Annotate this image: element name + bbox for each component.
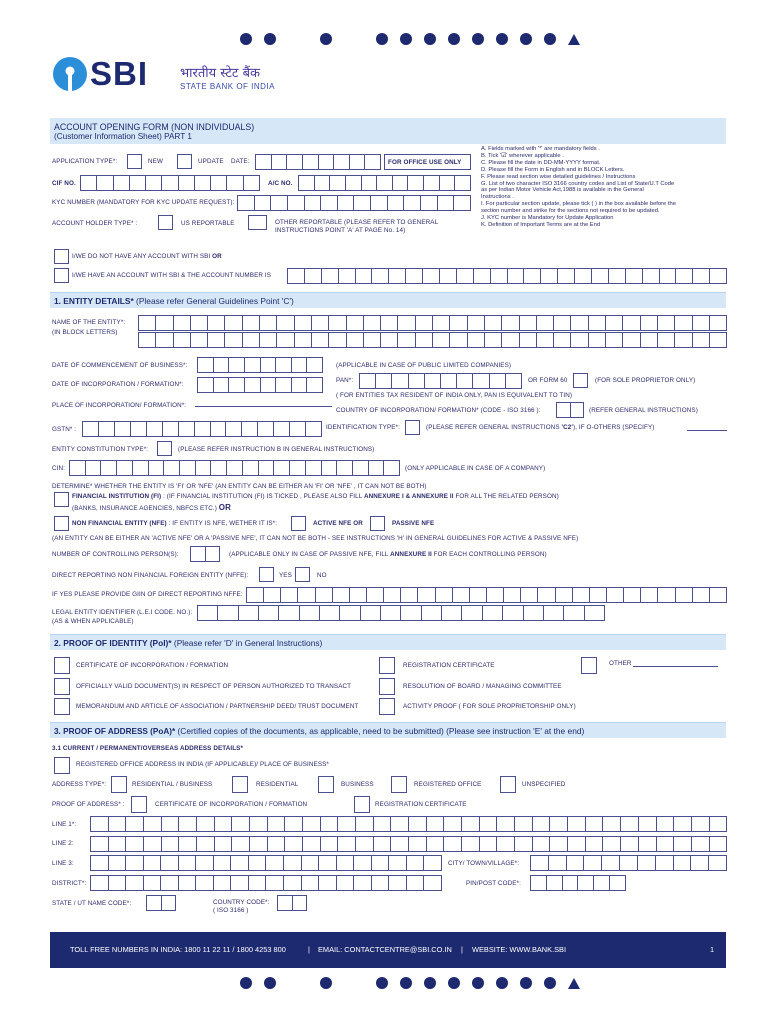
section-2-header (50, 634, 726, 650)
sbi-keyhole-icon (52, 56, 88, 92)
marker-dot (320, 977, 332, 989)
entity-constitution-input[interactable] (157, 441, 172, 456)
marker-dot (496, 33, 508, 45)
bottom-page-markers (240, 977, 580, 989)
marker-dot (240, 977, 252, 989)
marker-triangle-icon (568, 34, 580, 45)
instruction-line: A. Fields marked with '*' are mandatory fields . (481, 146, 600, 152)
footer-separator-2: | (461, 945, 463, 954)
poa-cert-incorp-checkbox[interactable] (131, 796, 147, 813)
no-account-checkbox[interactable] (54, 249, 69, 264)
addr-unspecified-checkbox[interactable] (500, 776, 516, 793)
lei-input[interactable] (197, 605, 605, 621)
poi-activity-label: ACTIVITY PROOF ( FOR SOLE PROPRIETORSHIP ONLY) (403, 703, 576, 710)
addr-reg-office-checkbox[interactable] (391, 776, 407, 793)
bank-hindi-name: भारतीय स्टेट बैंक (180, 66, 260, 81)
sole-proprietor-note: (FOR SOLE PROPRIETOR ONLY) (595, 377, 696, 384)
update-checkbox[interactable] (177, 154, 192, 169)
us-reportable-checkbox[interactable] (158, 215, 173, 230)
lei-label-2: (AS & WHEN APPLICABLE) (52, 618, 134, 625)
instruction-line: section number and strike for the sections not required to be updated. (481, 208, 660, 215)
ac-no-input[interactable] (298, 175, 471, 191)
other-reportable-label-2: INSTRUCTIONS POINT 'A' AT PAGE No. 14) (275, 227, 406, 234)
poi-memorandum-checkbox[interactable] (54, 698, 70, 715)
or-text: OR (212, 253, 222, 260)
active-nfe-label (313, 520, 363, 527)
poi-resolution-checkbox[interactable] (379, 678, 395, 695)
or-text-2: OR (218, 503, 231, 512)
addr-business-label: BUSINESS (341, 781, 374, 788)
country-code-label-1: COUNTRY CODE*: (213, 899, 270, 906)
section-1-title (54, 296, 294, 306)
poi-cert-incorp-checkbox[interactable] (54, 657, 70, 674)
poi-cert-incorp-label: CERTIFICATE OF INCORPORATION / FORMATION (76, 662, 229, 669)
entity-constitution-label: ENTITY CONSTITUTION TYPE*: (52, 446, 149, 453)
kyc-number-label: KYC NUMBER (MANDATORY FOR KYC UPDATE REQUEST): (52, 199, 235, 206)
poi-ovd-label: OFFICIALLY VALID DOCUMENT(S) IN RESPECT OF PERSON AUTHORIZED TO TRANSACT (76, 683, 352, 690)
banks-text: (BANKS, INSURANCE AGENCIES, NBFCS ETC.) (72, 505, 217, 512)
marker-dot (448, 33, 460, 45)
city-label: CITY/ TOWN/VILLAGE*: (448, 860, 520, 867)
entity-constitution-note: (PLEASE REFER INSTRUCTION B IN GENERAL INSTRUCTIONS) (178, 446, 375, 453)
marker-dot (496, 977, 508, 989)
addr-reg-office-label: REGISTERED OFFICE (414, 781, 482, 788)
section-3-title-bold: 3. PROOF OF ADDRESS (PoA)* (54, 727, 176, 736)
marker-dot (400, 33, 412, 45)
controlling-note-2: FOR EACH CONTROLLING PERSON) (431, 551, 547, 558)
addr-residential-checkbox[interactable] (232, 776, 248, 793)
or-text-3: OR (353, 520, 363, 527)
line3-input[interactable] (90, 855, 442, 871)
footer-toll-free: TOLL FREE NUMBERS IN INDIA: 1800 11 22 11 / 1800 4253 800 (70, 945, 286, 954)
identification-type-label: IDENTIFICATION TYPE*: (326, 424, 400, 431)
section-1-title-rest: (Please refer General Guidelines Point 'C') (133, 296, 294, 306)
entity-name-label-2: (IN BLOCK LETTERS) (52, 329, 118, 336)
new-checkbox[interactable] (127, 154, 142, 169)
gstn-input[interactable] (82, 421, 322, 437)
marker-dot (320, 33, 332, 45)
marker-dot (424, 33, 436, 45)
section-3-title-rest: (Certified copies of the documents, as applicable, need to be submitted) (Please see instruction 'E' at the end) (175, 726, 585, 736)
district-input[interactable] (90, 875, 442, 891)
poi-reg-cert-label: REGISTRATION CERTIFICATE (403, 662, 495, 669)
marker-dot (424, 977, 436, 989)
identification-other-input[interactable] (687, 430, 727, 431)
identification-type-note: (PLEASE REFER GENERAL INSTRUCTIONS 'C2'), IF O-OTHERS (SPECIFY) (426, 424, 655, 431)
registered-office-label: REGISTERED OFFICE ADDRESS IN INDIA (IF APPLICABLE)/ PLACE OF BUSINESS* (76, 761, 329, 768)
marker-dot (520, 977, 532, 989)
date-input[interactable] (255, 154, 381, 170)
addr-unspecified-label: UNSPECIFIED (522, 781, 566, 788)
cin-label: CIN: (52, 465, 65, 472)
line1-input[interactable] (90, 816, 727, 832)
line2-label: LINE 2: (52, 840, 74, 847)
line2-input[interactable] (90, 836, 727, 852)
cif-input[interactable] (80, 175, 260, 191)
fi-end-text: FOR ALL THE RELATED PERSON) (453, 493, 559, 500)
poi-other-checkbox[interactable] (581, 657, 597, 674)
section-3-header (50, 722, 726, 738)
no-account-text: I/WE DO NOT HAVE ANY ACCOUNT WITH SBI (72, 253, 211, 260)
application-type-label: APPLICATION TYPE*: (52, 158, 118, 165)
have-account-checkbox[interactable] (54, 268, 69, 283)
giin-input[interactable] (246, 587, 727, 603)
other-reportable-checkbox[interactable] (248, 215, 267, 230)
marker-triangle-icon (568, 978, 580, 989)
active-nfe-checkbox[interactable] (291, 516, 306, 531)
nfe-bold-text: NON FINANCIAL ENTITY (NFE) (72, 520, 167, 527)
entity-name-label-1: NAME OF THE ENTITY*: (52, 319, 126, 326)
fi-label (72, 493, 559, 500)
form-subtitle: (Customer Information Sheet) PART 1 (54, 132, 192, 141)
date-commencement-input[interactable] (197, 357, 323, 373)
address-type-label: ADDRESS TYPE*: (52, 781, 107, 788)
cif-label: CIF NO. (52, 180, 76, 187)
line1-label: LINE 1*: (52, 821, 77, 828)
marker-dot (240, 33, 252, 45)
addr-res-business-label: RESIDENTIAL / BUSINESS (132, 781, 213, 788)
poi-memorandum-label: MEMORANDUM AND ARTICLE OF ASSOCIATION / PARTNERSHIP DEED/ TRUST DOCUMENT (76, 703, 359, 710)
poi-activity-checkbox[interactable] (379, 698, 395, 715)
section-2-title (54, 638, 322, 648)
controlling-persons-note (229, 551, 547, 558)
sbi-logo-text: SBI (90, 55, 149, 92)
kyc-number-input[interactable] (237, 195, 471, 211)
section-1-header (50, 292, 726, 308)
pan-input[interactable] (359, 373, 522, 389)
gstn-label: GSTN* : (52, 426, 77, 433)
either-nfe-note: (AN ENTITY CAN BE EITHER AN 'ACTIVE NFE' OR A 'PASSIVE NFE', IT CAN NOT BE BOTH - SEE INSTRUCTIONS 'H' IN GENERAL GUIDELINES FOR ACTIVE & PASSIVE NFE) (52, 535, 579, 542)
office-use-label: FOR OFFICE USE ONLY (388, 159, 462, 166)
date-incorporation-label: DATE OF INCORPORATION / FORMATION*: (52, 381, 184, 388)
controlling-persons-label: NUMBER OF CONTROLLING PERSON(S): (52, 551, 179, 558)
marker-dot (400, 977, 412, 989)
nfe-label (72, 520, 277, 527)
country-incorporation-label: COUNTRY OF INCORPORATION/ FORMATION* (CODE - ISO 3166 ): (336, 407, 541, 414)
form-title: ACCOUNT OPENING FORM (NON INDIVIDUALS) (54, 122, 255, 132)
proof-of-address-label: PROOF OF ADDRESS* : (52, 801, 125, 808)
poa-cert-incorp-label: CERTIFICATE OF INCORPORATION / FORMATION (155, 801, 308, 808)
refer-general-instructions-note: (REFER GENERAL INSTRUCTIONS) (589, 407, 698, 414)
form-60-checkbox[interactable] (573, 373, 588, 388)
city-input[interactable] (530, 855, 727, 871)
marker-dot (376, 977, 388, 989)
instruction-line: B. Tick '☑' wherever applicable . (481, 152, 564, 159)
line3-label: LINE 3: (52, 860, 74, 867)
nfe-rest-text: : IF ENTITY IS NFE, WETHER IT IS*: (166, 520, 278, 527)
ac-no-label: A/C NO. (268, 180, 293, 187)
marker-dot (264, 33, 276, 45)
country-code-input[interactable] (277, 895, 307, 911)
direct-reporting-no-checkbox[interactable] (295, 567, 310, 582)
marker-dot (520, 33, 532, 45)
passive-nfe-checkbox[interactable] (370, 516, 385, 531)
country-incorporation-input[interactable] (556, 402, 584, 418)
form-header-band (50, 118, 726, 144)
bank-english-name: STATE BANK OF INDIA (180, 82, 275, 91)
entity-name-input-row-2[interactable] (138, 332, 727, 348)
date-commencement-label: DATE OF COMMENCEMENT OF BUSINESS*: (52, 362, 188, 369)
new-label: NEW (148, 158, 163, 165)
no-account-label (72, 253, 222, 260)
fi-rest-text: : (IF FINANCIAL INSTITUTION (FI) IS TICKED , PLEASE ALSO FILL (161, 493, 364, 500)
footer-website[interactable]: WEBSITE: WWW.BANK.SBI (472, 945, 567, 954)
pin-label: PIN/POST CODE*: (466, 880, 521, 887)
section-3-title (54, 726, 584, 736)
poa-reg-cert-label: REGISTRATION CERTIFICATE (375, 801, 467, 808)
passive-nfe-label: PASSIVE NFE (392, 520, 435, 527)
us-reportable-label: US REPORTABLE (181, 220, 235, 227)
instruction-line: I. For particular section update, please tick ( ) in the box available before the (481, 201, 676, 208)
section-2-title-rest: (Please refer 'D' in General Instructions) (171, 638, 323, 648)
date-label: DATE: (231, 158, 250, 165)
poi-other-input[interactable] (633, 666, 718, 667)
banks-note (72, 503, 231, 512)
place-incorporation-input[interactable] (195, 406, 332, 407)
marker-dot (472, 33, 484, 45)
registered-office-checkbox[interactable] (54, 757, 70, 774)
controlling-persons-input[interactable] (190, 546, 220, 562)
entity-name-input-row-1[interactable] (138, 315, 727, 331)
instruction-line: C. Please fill the date in DD-MM-YYYY format. (481, 159, 601, 166)
sbi-logo (52, 56, 168, 94)
date-incorporation-input[interactable] (197, 377, 323, 393)
poa-reg-cert-checkbox[interactable] (354, 796, 370, 813)
instruction-line: Instructions . (481, 194, 514, 201)
lei-label-1: LEGAL ENTITY IDENTIFIER (L.E.I CODE. NO.): (52, 609, 193, 616)
poi-resolution-label: RESOLUTION OF BOARD / MANAGING COMMITTEE (403, 683, 562, 690)
addr-res-business-checkbox[interactable] (111, 776, 127, 793)
applicable-ltd-note: (APPLICABLE IN CASE OF PUBLIC LIMITED COMPANIES) (336, 362, 512, 369)
annexure-text: ANNEXURE I & ANNEXURE II (363, 493, 454, 500)
cin-note: (ONLY APPLICABLE IN CASE OF A COMPANY) (405, 465, 546, 472)
country-code-label-2: ( ISO 3166 ) (213, 907, 249, 914)
footer-band (50, 932, 726, 968)
identification-type-input[interactable] (405, 420, 420, 435)
footer-email[interactable]: EMAIL: CONTACTCENTRE@SBI.CO.IN (318, 945, 452, 954)
instruction-line: D. Please fill the Form in English and in BLOCK Letters. (481, 166, 625, 173)
determine-fi-nfe-text: DETERMINE* WHETHER THE ENTITY IS 'FI' OR 'NFE' (AN ENTITY CAN BE EITHER AN 'FI' OR 'NFE' , IT CAN NOT BE BOTH) (52, 483, 427, 490)
active-nfe-text: ACTIVE NFE (313, 520, 352, 527)
direct-reporting-label: DIRECT REPORTING NON FINANCIAL FOREIGN ENTITY (NFFE): (52, 572, 249, 579)
pin-input[interactable] (530, 875, 626, 891)
marker-dot (264, 977, 276, 989)
nfe-checkbox[interactable] (54, 516, 69, 531)
addr-residential-label: RESIDENTIAL (256, 781, 299, 788)
marker-dot (472, 977, 484, 989)
instruction-line: K. Definition of Important Terms are at the End (481, 221, 601, 228)
instruction-line: G. List of two character ISO 3166 country codes and List of State/U.T Code (481, 180, 675, 187)
direct-reporting-yes-label: YES (279, 572, 292, 579)
place-incorporation-label: PLACE OF INCORPORATION/ FORMATION*: (52, 402, 187, 409)
district-label: DISTRICT*: (52, 880, 87, 887)
controlling-note-1: (APPLICABLE ONLY IN CASE OF PASSIVE NFE, FILL (229, 551, 391, 558)
fi-checkbox[interactable] (54, 492, 69, 507)
marker-dot (544, 33, 556, 45)
tax-resident-note: ( FOR ENTITIES TAX RESIDENT OF INDIA ONLY, PAN IS EQUIVALENT TO TIN) (336, 392, 573, 399)
poi-reg-cert-checkbox[interactable] (379, 657, 395, 674)
existing-account-input[interactable] (287, 268, 727, 284)
address-subsection-title: 3.1 CURRENT / PERMANENT/OVERSEAS ADDRESS DETAILS* (52, 745, 244, 752)
pan-label: PAN*: (336, 377, 354, 384)
update-label: UPDATE (198, 158, 224, 165)
direct-reporting-yes-checkbox[interactable] (259, 567, 274, 582)
poi-ovd-checkbox[interactable] (54, 678, 70, 695)
addr-business-checkbox[interactable] (318, 776, 334, 793)
top-page-markers (240, 33, 580, 45)
instruction-line: F. Please read section wise detailed guidelines / Instructions (481, 173, 636, 180)
office-use-box (384, 154, 471, 170)
marker-dot (448, 977, 460, 989)
have-account-label: I/WE HAVE AN ACCOUNT WITH SBI & THE ACCOUNT NUMBER IS (72, 272, 272, 279)
footer-separator-1: | (308, 945, 310, 954)
giin-label: IF YES PLEASE PROVIDE GIIN OF DIRECT REPORTING NFFE: (52, 591, 243, 598)
instruction-line: J. KYC number is Mandatory for Update Application (481, 215, 614, 222)
cin-input[interactable] (69, 460, 400, 476)
annexure-ii-text: ANNEXURE II (390, 551, 432, 558)
direct-reporting-no-label: NO (317, 572, 327, 579)
section-2-title-bold: 2. PROOF OF IDENTITY (PoI)* (54, 638, 172, 648)
poi-other-label: OTHER (609, 660, 632, 667)
other-reportable-label-1: OTHER REPORTABLE (PLEASE REFER TO GENERAL (275, 219, 439, 226)
account-holder-type-label: ACCOUNT HOLDER TYPE* : (52, 220, 138, 227)
state-label: STATE / UT NAME CODE*: (52, 900, 132, 907)
instruction-line: as per Indian Motor Vehicle Act,1988 is available in the General (481, 187, 644, 194)
marker-dot (544, 977, 556, 989)
fi-bold-text: FINANCIAL INSTITUTION (FI) (72, 493, 162, 500)
general-instructions (481, 146, 721, 229)
footer-page-number: 1 (710, 945, 715, 954)
or-form-60-label: OR FORM 60 (528, 377, 568, 384)
marker-dot (376, 33, 388, 45)
state-input[interactable] (146, 895, 176, 911)
section-1-title-bold: 1. ENTITY DETAILS* (54, 296, 134, 306)
